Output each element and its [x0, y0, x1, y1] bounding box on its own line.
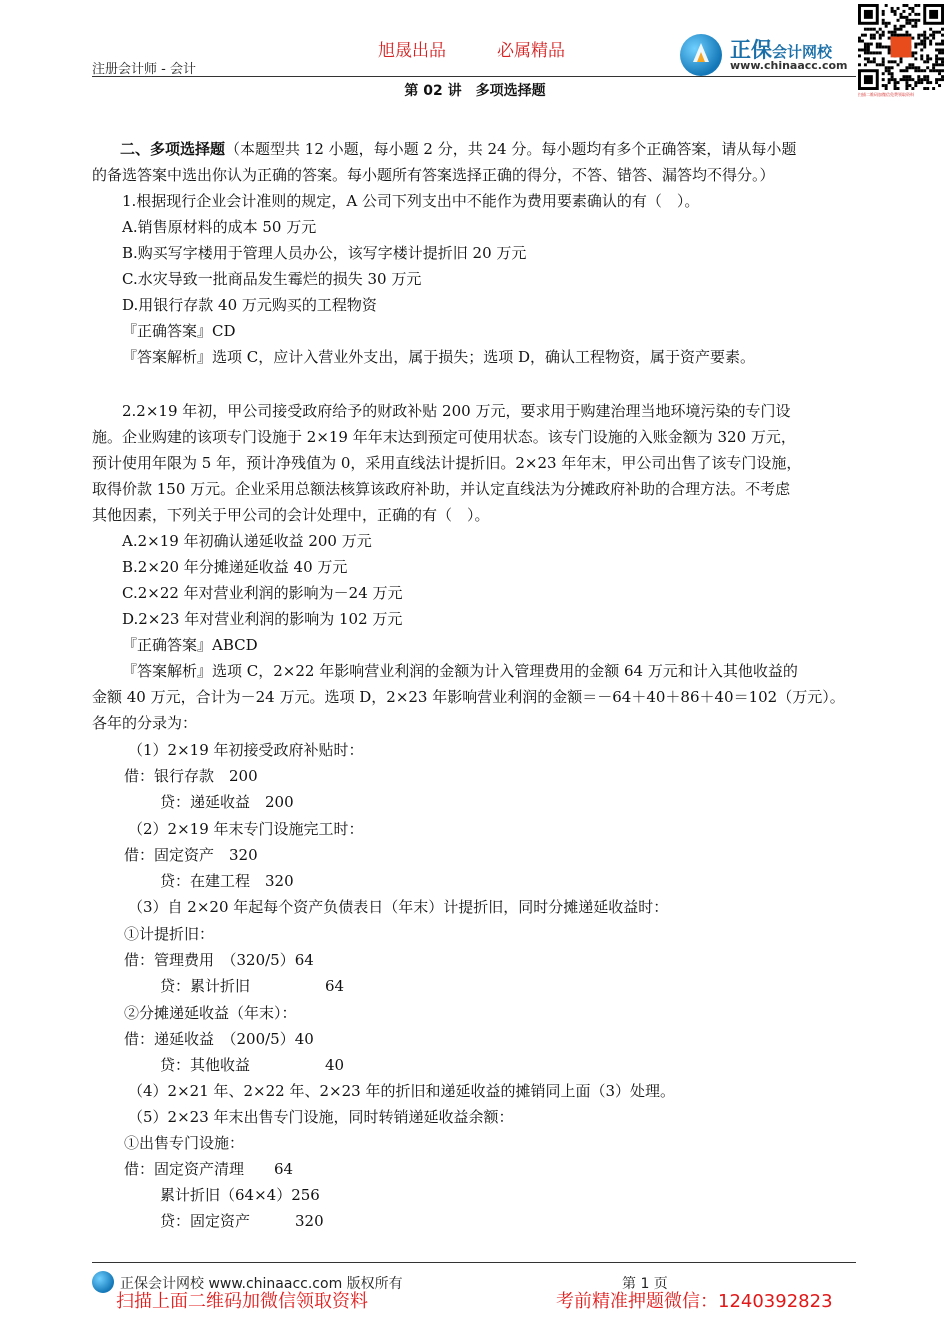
text-line: 贷：在建工程 320 [160, 872, 294, 890]
course-name: 注册会计师 - 会计 [92, 62, 196, 77]
header-rule [92, 76, 856, 77]
promo-right: 考前精准押题微信：1240392823 [556, 1291, 833, 1312]
text-line: 累计折旧（64×4）256 [160, 1186, 320, 1204]
slogan-1: 旭晟出品 [378, 41, 446, 61]
brand-url: www.chinaacc.com [730, 59, 848, 72]
text-line: 『正确答案』CD [122, 322, 236, 340]
text-line [120, 140, 796, 158]
page-title: 第 02 讲 多项选择题 [404, 83, 546, 99]
text-line: （4）2×21 年、2×22 年、2×23 年的折旧和递延收益的摊销同上面（3）处理。 [128, 1082, 675, 1100]
text-line: 借：递延收益 （200/5）40 [124, 1030, 314, 1048]
text-line: C.水灾导致一批商品发生霉烂的损失 30 万元 [122, 270, 422, 288]
text-line: 『答案解析』选项 C，应计入营业外支出，属于损失；选项 D，确认工程物资，属于资产要素。 [122, 348, 756, 366]
text-line: 『答案解析』选项 C，2×22 年影响营业利润的金额为计入管理费用的金额 64 万元和计入其他收益的 [122, 662, 798, 680]
page-number: 第 1 页 [622, 1276, 668, 1292]
leaf-icon [690, 40, 712, 66]
text-line: D.2×23 年对营业利润的影响为 102 万元 [122, 610, 403, 628]
text-line: 预计使用年限为 5 年，预计净残值为 0，采用直线法计提折旧。2×23 年年末，甲公司出售了该专门设施， [92, 454, 802, 472]
text-line: C.2×22 年对营业利润的影响为－24 万元 [122, 584, 403, 602]
section-heading: 二、多项选择题 [120, 140, 226, 158]
text-line: （2）2×19 年末专门设施完工时： [128, 820, 364, 838]
text-line: 2.2×19 年初，甲公司接受政府给予的财政补贴 200 万元，要求用于购建治理当地环境污染的专门设 [122, 402, 791, 420]
text-line: （5）2×23 年末出售专门设施，同时转销递延收益余额： [128, 1108, 514, 1126]
promo-left: 扫描上面二维码加微信领取资料 [116, 1291, 368, 1312]
text-line: 其他因素，下列关于甲公司的会计处理中，正确的有（ ）。 [92, 506, 490, 524]
section-intro: （本题型共 12 小题，每小题 2 分，共 24 分。每小题均有多个正确答案，请从每小题 [225, 140, 797, 158]
text-line: 借：固定资产清理 64 [124, 1160, 294, 1178]
text-line: 贷：累计折旧 64 [160, 977, 345, 995]
text-line: 施。企业购建的该项专门设施于 2×19 年年末达到预定可使用状态。该专门设施的入账金额为 320 万元， [92, 428, 796, 446]
text-line: 各年的分录为： [92, 714, 198, 732]
text-line: 借：管理费用 （320/5）64 [124, 951, 314, 969]
text-line: ①计提折旧： [124, 925, 215, 943]
text-line: ①出售专门设施： [124, 1134, 245, 1152]
text-line: 贷：递延收益 200 [160, 793, 294, 811]
text-line: （1）2×19 年初接受政府补贴时： [128, 741, 364, 759]
text-line: 金额 40 万元，合计为－24 万元。选项 D，2×23 年影响营业利润的金额＝－64＋40＋86＋40＝102（万元）。 [92, 688, 845, 706]
qr-code-icon[interactable] [858, 4, 944, 90]
text-line: 借：固定资产 320 [124, 846, 258, 864]
text-line: 借：银行存款 200 [124, 767, 258, 785]
text-line: D.用银行存款 40 万元购买的工程物资 [122, 296, 377, 314]
text-line: 取得价款 150 万元。企业采用总额法核算该政府补助，并认定直线法为分摊政府补助的合理方法。不考虑 [92, 480, 791, 498]
brand-name: 正保会计网校 [730, 38, 833, 62]
text-line: 的备选答案中选出你认为正确的答案。每小题所有答案选择正确的得分，不答、错答、漏答均不得分。） [92, 166, 775, 184]
footer-logo-icon [92, 1271, 114, 1293]
text-line: A.销售原材料的成本 50 万元 [122, 218, 317, 236]
footer-copyright: 正保会计网校 www.chinaacc.com 版权所有 [120, 1276, 403, 1292]
text-line: 1.根据现行企业会计准则的规定，A 公司下列支出中不能作为费用要素确认的有（ ）。 [122, 192, 700, 210]
slogan-2: 必属精品 [497, 41, 565, 61]
text-line: B.购买写字楼用于管理人员办公，该写字楼计提折旧 20 万元 [122, 244, 527, 262]
text-line: A.2×19 年初确认递延收益 200 万元 [122, 532, 372, 550]
text-line: 贷：固定资产 320 [160, 1212, 324, 1230]
text-line: 『正确答案』ABCD [122, 636, 258, 654]
text-line: ②分摊递延收益（年末）： [124, 1004, 297, 1022]
text-line: B.2×20 年分摊递延收益 40 万元 [122, 558, 348, 576]
footer-rule [92, 1262, 856, 1263]
text-line: （3）自 2×20 年起每个资产负债表日（年末）计提折旧，同时分摊递延收益时： [128, 898, 669, 916]
qr-caption: 扫描二维码加微信免费领取资料 [858, 92, 914, 97]
text-line: 贷：其他收益 40 [160, 1056, 345, 1074]
